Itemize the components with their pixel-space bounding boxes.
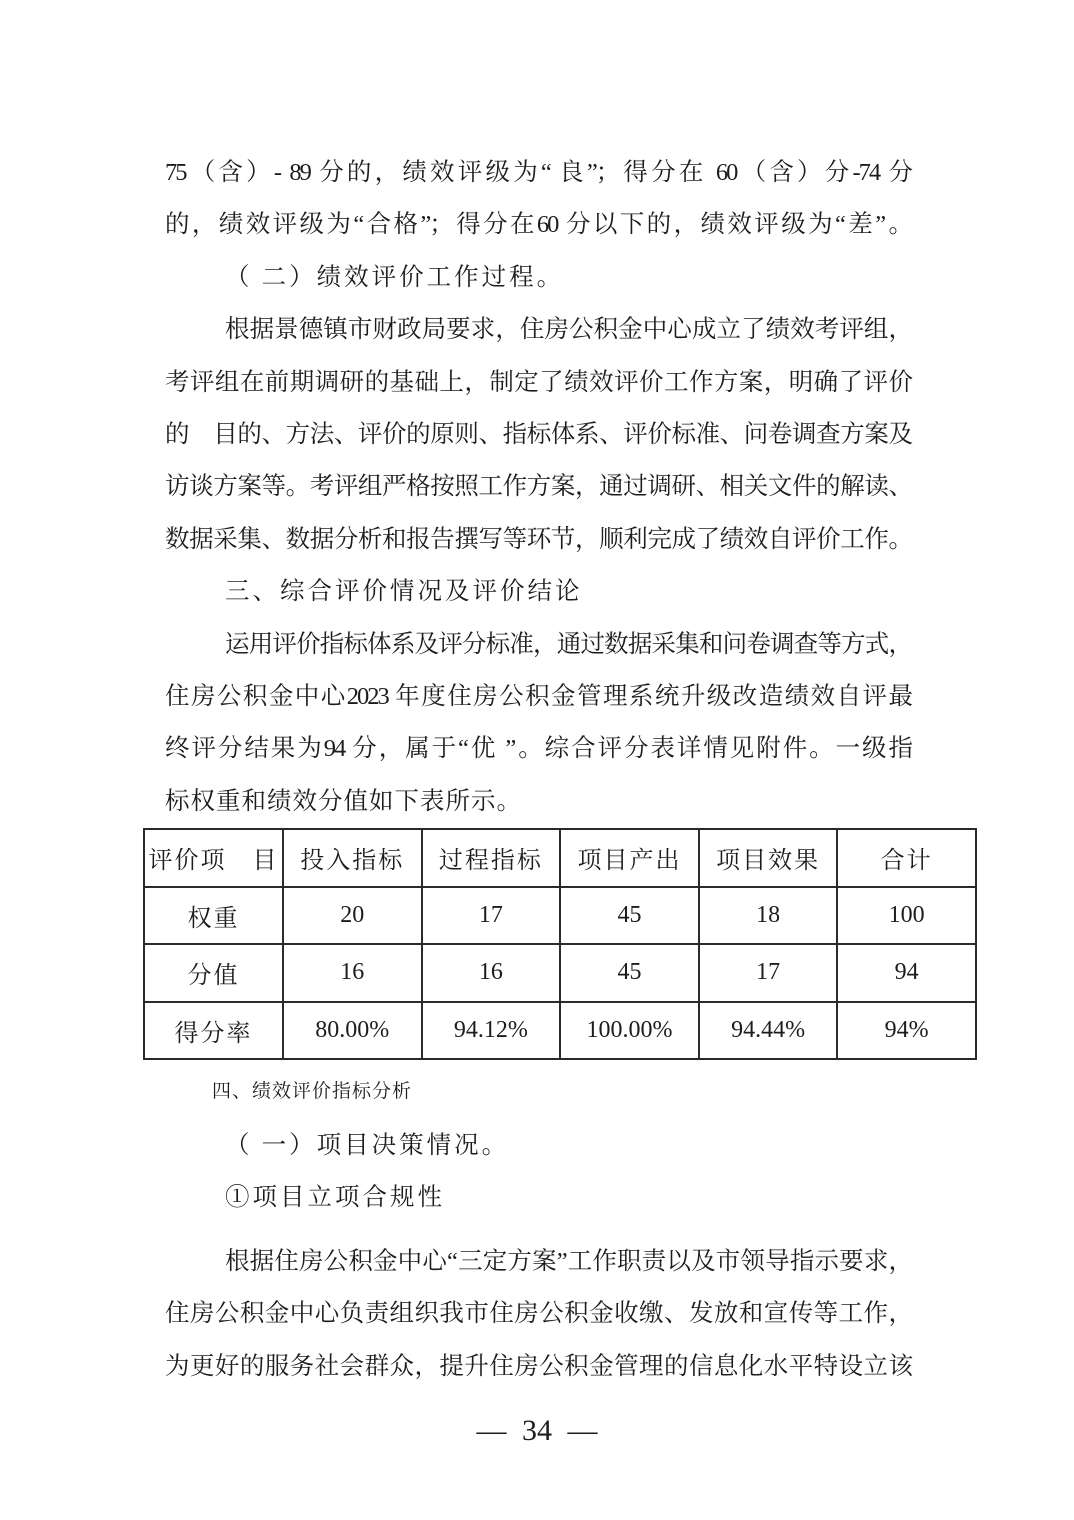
table-cell: 45: [560, 887, 699, 945]
heading-section-4: 四、绩效评价指标分析: [212, 1081, 413, 1102]
table-header-row: [144, 829, 976, 887]
table-header-cell: 项目产出: [560, 829, 699, 887]
table-header-cell: 投入指标: [283, 829, 422, 887]
table-row-weight: [144, 887, 976, 945]
heading-section-2: （ 二）绩效评价工作过程。: [225, 263, 565, 291]
body-line: 标权重和绩效分值如下表所示。: [165, 787, 522, 815]
table-cell: 100: [837, 887, 976, 945]
body-line: 终评分结果为94 分，属于“优 ”。综合评分表详情见附件。一级指: [165, 735, 911, 763]
table-cell: 94: [837, 944, 976, 1002]
indicator-summary-table: [143, 828, 977, 1060]
table-cell: 94.44%: [699, 1002, 838, 1060]
heading-item-1: ①项目立项合规性: [225, 1184, 445, 1212]
body-line: 访谈方案等。考评组严格按照工作方案，通过调研、相关文件的解读、: [165, 473, 911, 501]
body-line: 住房公积金中心负责组织我市住房公积金收缴、发放和宣传等工作，: [165, 1300, 911, 1328]
table-cell: 17: [422, 887, 561, 945]
text-block-lower: [165, 1120, 911, 1393]
body-line: 为更好的服务社会群众，提升住房公积金管理的信息化水平特设立该: [165, 1352, 911, 1380]
table-cell: 80.00%: [283, 1002, 422, 1060]
body-line: 75（含）- 89 分的，绩效评级为“ 良”；得分在 60（含）分-74 分: [165, 159, 911, 186]
table-cell: 16: [283, 944, 422, 1002]
table-row-score-rate: [144, 1002, 976, 1060]
page-number: — 34 —: [476, 1414, 598, 1447]
heading-subsection-1: （ 一）项目决策情况。: [225, 1132, 510, 1159]
body-line: 运用评价指标体系及评分标准，通过数据采集和问卷调查等方式，: [225, 630, 911, 658]
body-line: 考评组在前期调研的基础上，制定了绩效评价工作方案，明确了评价: [165, 368, 911, 396]
body-line: 住房公积金中心2023 年度住房公积金管理系统升级改造绩效自评最: [165, 682, 911, 710]
body-line: 根据住房公积金中心“三定方案”工作职责以及市领导指示要求，: [225, 1247, 911, 1275]
body-line: 的，绩效评级为“合格”；得分在60 分以下的，绩效评级为“差”。: [165, 211, 911, 239]
table-row-score: [144, 944, 976, 1002]
table-cell: 18: [699, 887, 838, 945]
body-line: 数据采集、数据分析和报告撰写等环节，顺利完成了绩效自评价工作。: [165, 525, 911, 553]
table-cell: 20: [283, 887, 422, 945]
table-header-cell: 过程指标: [422, 829, 561, 887]
body-line: 的 目的、方法、评价的原则、指标体系、评价标准、问卷调查方案及: [165, 420, 911, 448]
table-cell: 94%: [837, 1002, 976, 1060]
table-cell: 100.00%: [560, 1002, 699, 1060]
text-block-upper: [165, 147, 911, 828]
table-cell: 94.12%: [422, 1002, 561, 1060]
table-header-cell: 合计: [837, 829, 976, 887]
body-line: 根据景德镇市财政局要求，住房公积金中心成立了绩效考评组，: [225, 316, 911, 344]
table-header-cell: 项目效果: [699, 829, 838, 887]
row-label-cell: 权重: [144, 887, 283, 945]
table-cell: 45: [560, 944, 699, 1002]
table-cell: 17: [699, 944, 838, 1002]
table-cell: 16: [422, 944, 561, 1002]
table-header-cell: 评价项 目: [144, 829, 283, 887]
row-label-cell: 分值: [144, 944, 283, 1002]
row-label-cell: 得分率: [144, 1002, 283, 1060]
heading-section-3: 三、综合评价情况及评价结论: [225, 578, 583, 606]
